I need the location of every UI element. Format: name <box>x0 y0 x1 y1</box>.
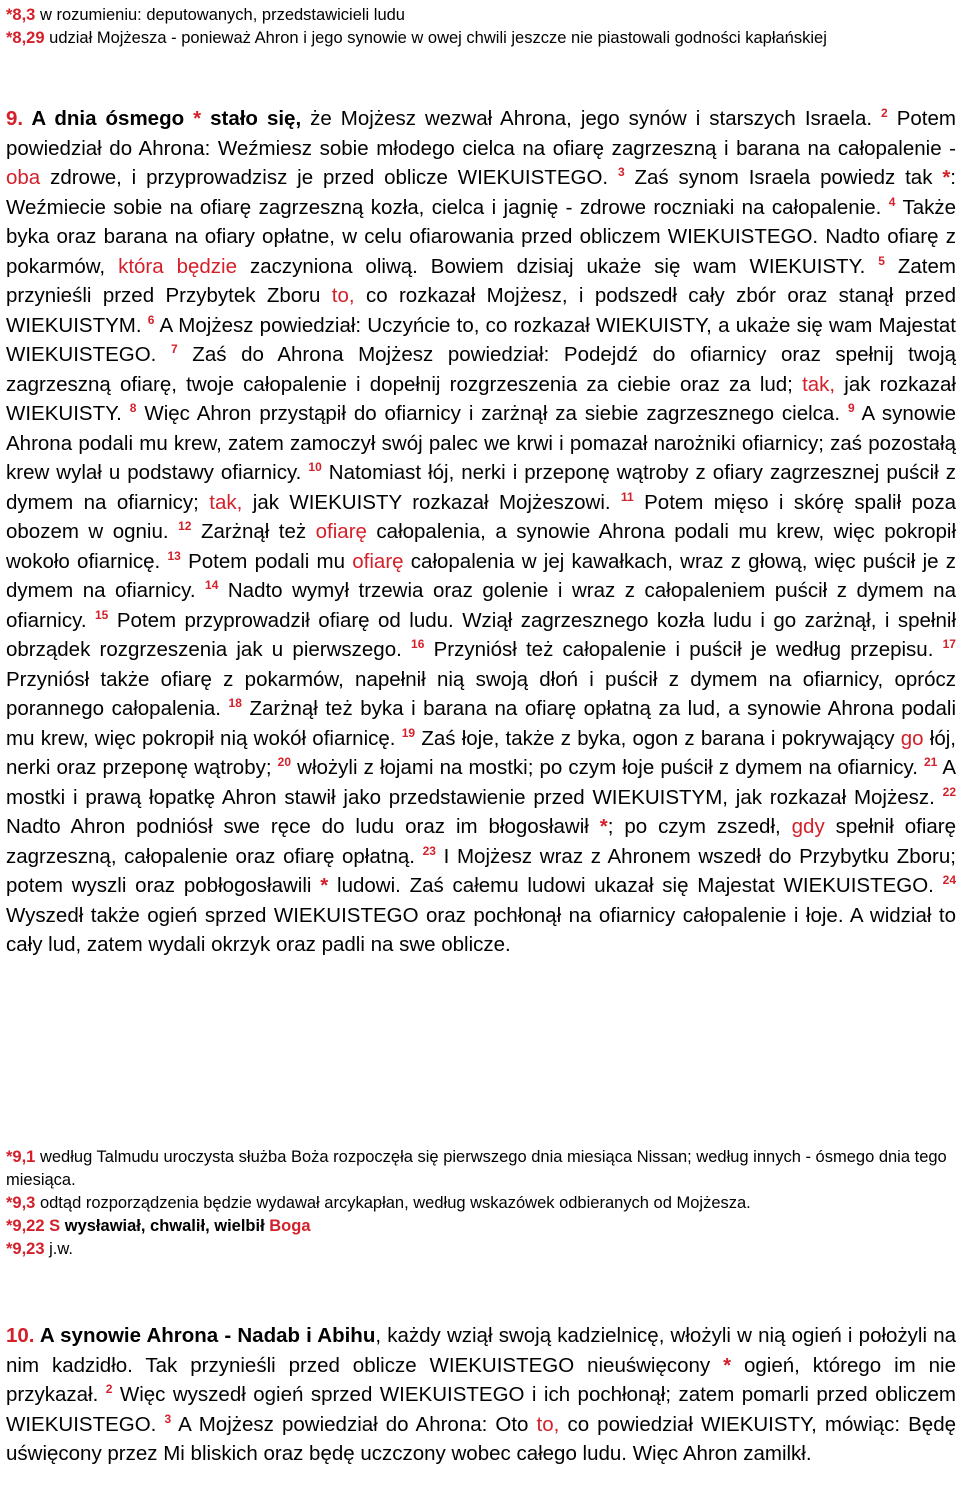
verse-number: 17 <box>942 637 956 652</box>
verse-number: 16 <box>411 637 425 652</box>
verse-number: 18 <box>228 696 242 711</box>
footnote-ref: *8,3 <box>6 6 36 24</box>
chapter-10: 10. A synowie Ahrona - Nadab i Abihu, każdy wziął swoją kadzielnicę, włożyli w nią ogień i położyli na nim kadzidło. Tak przynieśli przed oblicze WIEKUISTEGO nieuświęcony * ogień, którego im nie przykazał. $^2$ Więc wyszedł ogień sprzed WIEKUISTEGO i ich pochłonął; zatem pomarli przed obliczem WIEKUISTEGO. $^3$ A Mojżesz powiedział do Ahrona: Oto to, co powiedział WIEKUISTY, mówiąc: Będę uświęcony przez Mi bliskich oraz będę uczczony wobec całego ludu. Więc Ahron zamilkł. <box>6 1324 957 1465</box>
footnote-text: wysławiał, chwalił, wielbił <box>64 1217 265 1235</box>
verse-number: 4 <box>888 194 896 209</box>
footnote-ref: *9,1 <box>6 1148 36 1166</box>
footnote-text: Boga <box>269 1217 311 1235</box>
verse-number: 3 <box>164 1411 172 1426</box>
footnote-text: według Talmudu uroczysta służba Boża rozpoczęła się pierwszego dnia miesiąca Nissan; według innych - ósmego dnia tego miesiąca. <box>6 1148 947 1189</box>
verse-number: 10 <box>308 460 322 475</box>
verse-number: 13 <box>167 548 181 563</box>
footnote-ref: *9,3 <box>6 1194 36 1212</box>
footnote <box>6 1146 956 1192</box>
footnote <box>6 1215 956 1238</box>
footnote-text: odtąd rozporządzenia będzie wydawał arcykapłan, według wskazówek odbieranych od Mojżesza. <box>39 1194 751 1212</box>
verse-number: 2 <box>105 1382 113 1397</box>
footnote-text: w rozumieniu: deputowanych, przedstawicieli ludu <box>39 6 405 24</box>
footnote <box>6 1238 956 1261</box>
footnote-ref: *9,23 <box>6 1240 45 1258</box>
verse-number: 12 <box>178 519 192 534</box>
verse-number: 7 <box>170 342 178 357</box>
footnote <box>6 27 956 50</box>
footnote-ref: *9,22 <box>6 1217 45 1235</box>
verse-number: 3 <box>617 165 625 180</box>
footnotes-top <box>6 4 956 50</box>
verse-number: 6 <box>147 312 155 327</box>
chapter-9: 9. A dnia ósmego * stało się, że Mojżesz wezwał Ahrona, jego synów i starszych Israela. $^2$ Potem powiedział do Ahrona: Weźmiesz sobie młodego cielca na ofiarę zagrzeszną i barana na całopalenie - oba zdrowe, i przyprowadzisz je przed oblicze WIEKUISTEGO. $^3$ Zaś synom Israela powiedz tak *: Weźmiecie sobie na ofiarę zagrzeszną kozła, cielca i jagnię - zdrowe roczniaki na całopalenie. $^4$ Także byka oraz barana na ofiary opłatne, w celu ofiarowania przed obliczem WIEKUISTEGO. Nadto ofiarę z pokarmów, która będzie zaczyniona oliwą. Bowiem dzisiaj ukaże się wam WIEKUISTY. $^5$ Zatem przynieśli przed Przybytek Zboru to, co rozkazał Mojżesz, i podszedł cały zbór oraz stanął przed WIEKUISTYM. $^6$ A Mojżesz powiedział: Uczyńcie to, co rozkazał WIEKUISTY, a ukaże się wam Majestat WIEKUISTEGO. $^7$ Zaś do Ahrona Mojżesz powiedział: Podejdź do ofiarnicy oraz spełnij twoją zagrzeszną ofiarę, twoje całopalenie i dopełnij rozgrzeszenia za ciebie oraz za lud; tak, jak rozkazał WIEKUISTY. $^8$ Więc Ahron przystąpił do ofiarnicy i zarżnął za siebie zagrzesznego cielca. $^9$ A synowie Ahrona podali mu krew, zatem zamoczył swój palec we krwi i pomazał narożniki ofiarnicy; zaś pozostałą krew wylał u podstawy ofiarnicy. $^{10}$ Natomiast łój, nerki i przeponę wątroby z ofiary zagrzesznej puścił z dymem na ofiarnicy; tak, jak WIEKUISTY rozkazał Mojżeszowi. $^{11}$ Potem mięso i skórę spalił poza obozem w ogniu. $^{12}$ Zarżnął też ofiarę całopalenia, a synowie Ahrona podali mu krew, więc pokropił wokoło ofiarnicę. $^{13}$ Potem podali mu ofiarę całopalenia w jej kawałkach, wraz z głową, więc puścił je z dymem na ofiarnicy. $^{14}$ Nadto wymył trzewia oraz golenie i wraz z całopaleniem puścił z dymem na ofiarnicy. $^{15}$ Potem przyprowadził ofiarę od ludu. Wziął zagrzesznego kozła ludu i go zarżnął, i spełnił obrządek rozgrzeszenia jak u pierwszego. $^{16}$ Przyniósł też całopalenie i puścił je według przepisu. $^{17}$ Przyniósł także ofiarę z pokarmów, napełnił nią swoją dłoń i puścił z dymem na ofiarnicy, oprócz porannego całopalenia. $^{18}$ Zarżnął też byka i barana na ofiarę opłatną za lud, a synowie Ahrona podali mu krew, więc pokropił nią wokół ofiarnicę. $^{19}$ Zaś łoje, także z byka, ogon z barana i pokrywający go łój, nerki oraz przeponę wątroby; $^{20}$ włożyli z łojami na mostki; po czym łoje puścił z dymem na ofiarnicy. $^{21}$ A mostki i prawą łopatkę Ahron stawił jako przedstawienie przed WIEKUISTYM, jak rozkazał Mojżesz. $^{22}$ Nadto Ahron podniósł swe ręce do ludu oraz im błogosławił *; po czym zszedł, gdy spełnił ofiarę zagrzeszną, całopalenie oraz ofiarę opłatną. $^{23}$ I Mojżesz wraz z Ahronem wszedł do Przybytku Zboru; potem wyszli oraz pobłogosławili * ludowi. Zaś całemu ludowi ukazał się Majestat WIEKUISTEGO. $^{24}$ Wyszedł także ogień sprzed WIEKUISTEGO oraz pochłonął na ofiarnicy całopalenie i łoje. A widział to cały lud, zatem wydali okrzyk oraz padli na swe oblicze. <box>6 106 957 956</box>
verse-number: 22 <box>942 784 956 799</box>
verse-number: 20 <box>277 755 292 770</box>
footnote-text: udział Mojżesza - ponieważ Ahron i jego synowie w owej chwili jeszcze nie piastowali godności kapłańskiej <box>49 29 827 47</box>
verse-number: 14 <box>205 578 219 593</box>
footnote-ref: S <box>49 1217 61 1235</box>
verse-number: 9 <box>847 401 855 416</box>
verse-number: 21 <box>924 755 938 770</box>
verse-number: 24 <box>942 873 957 888</box>
verse-number: 23 <box>422 843 436 858</box>
verse-text: że Mojżesz wezwał Ahrona, jego synów i starszych Israela. <box>310 107 873 130</box>
footnote-ref: *8,29 <box>6 29 45 47</box>
footnote <box>6 4 956 27</box>
verse-number: 8 <box>129 401 137 416</box>
footnote <box>6 1192 956 1215</box>
footnotes-chapter-9 <box>6 1146 956 1261</box>
verse-number: 15 <box>94 607 109 622</box>
footnote-text: j.w. <box>49 1240 73 1258</box>
chapter-heading: 9. A dnia ósmego * stało się, <box>6 107 302 130</box>
verse-number: 11 <box>621 489 634 504</box>
verse-number: 5 <box>878 253 885 268</box>
verse-number: 19 <box>401 725 416 740</box>
verse-number: 2 <box>881 106 888 121</box>
chapter-heading: 10. A synowie Ahrona - Nadab i Abihu <box>6 1324 376 1347</box>
